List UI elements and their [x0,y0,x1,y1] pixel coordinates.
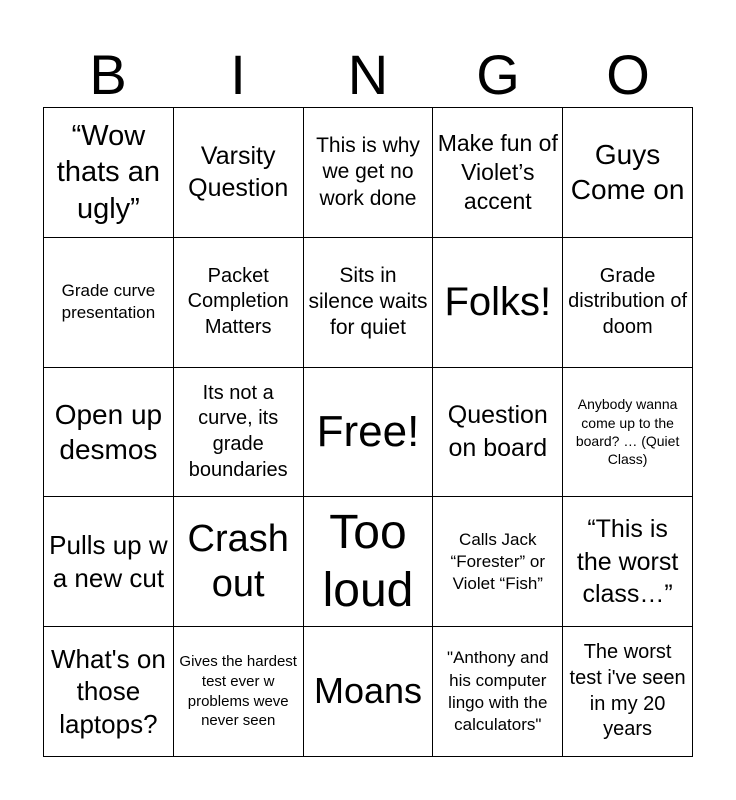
free-space-text: Free! [316,406,420,456]
bingo-cell-3-1[interactable] [44,368,174,498]
cell-text: Make fun of Violet’s accent [437,130,558,214]
bingo-cell-3-4[interactable] [433,368,563,498]
cell-text: Too loud [322,506,414,617]
cell-text: Sits in silence waits for quiet [308,263,428,340]
cell-text: What's on those laptops? [51,643,166,739]
cell-text: Crash out [187,517,289,605]
bingo-cell-4-5[interactable] [563,497,693,627]
header-letter-g: G [476,43,520,106]
cell-text: Gives the hardest test ever w problems weve never seen [179,653,297,730]
bingo-cell-5-2[interactable] [174,627,304,757]
cell-text: “Wow thats an ugly” [56,120,160,225]
bingo-cell-1-2[interactable] [174,108,304,238]
cell-text: Folks! [444,279,552,324]
cell-text: "Anthony and his computer lingo with the calculators" [447,648,549,734]
bingo-cell-2-2[interactable] [174,238,304,368]
cell-text: Guys Come on [570,139,685,206]
bingo-cell-1-1[interactable] [44,108,174,238]
bingo-cell-1-4[interactable] [433,108,563,238]
cell-text: Calls Jack “Forester” or Violet “Fish” [450,529,546,593]
bingo-board [43,107,693,757]
bingo-cell-4-2[interactable] [174,497,304,627]
bingo-cell-5-1[interactable] [44,627,174,757]
cell-text: Moans [313,670,423,712]
cell-text: The worst test i've seen in my 20 years [569,641,686,741]
bingo-cell-4-1[interactable] [44,497,174,627]
header-letter-o: O [606,43,650,106]
header-letter-b: B [89,43,127,106]
bingo-cell-1-5[interactable] [563,108,693,238]
bingo-cell-2-5[interactable] [563,238,693,368]
bingo-cell-4-4[interactable] [433,497,563,627]
bingo-cell-2-1[interactable] [44,238,174,368]
bingo-cell-2-4[interactable] [433,238,563,368]
cell-text: Pulls up w a new cut [49,530,168,593]
bingo-cell-2-3[interactable] [304,238,434,368]
bingo-cell-3-5[interactable] [563,368,693,498]
cell-text: Varsity Question [188,141,289,203]
cell-text: Its not a curve, its grade boundaries [188,381,288,481]
header-letter-n: N [347,43,389,106]
cell-text: This is why we get no work done [316,134,420,210]
cell-text: Open up desmos [54,398,163,465]
bingo-cell-1-3[interactable] [304,108,434,238]
bingo-cell-3-2[interactable] [174,368,304,498]
bingo-cell-5-3[interactable] [304,627,434,757]
bingo-cell-4-3[interactable] [304,497,434,627]
bingo-cell-5-5[interactable] [563,627,693,757]
cell-text: “This is the worst class…” [576,515,679,609]
cell-text: Question on board [447,401,548,462]
header-letter-i: I [230,43,246,106]
cell-text: Grade distribution of doom [568,264,688,338]
bingo-header [43,42,693,108]
cell-text: Grade curve presentation [61,281,156,323]
bingo-cell-3-3[interactable] [304,368,434,498]
cell-text: Packet Completion Matters [187,264,289,338]
cell-text: Anybody wanna come up to the board? … (Quiet Class) [575,396,680,468]
bingo-cell-5-4[interactable] [433,627,563,757]
